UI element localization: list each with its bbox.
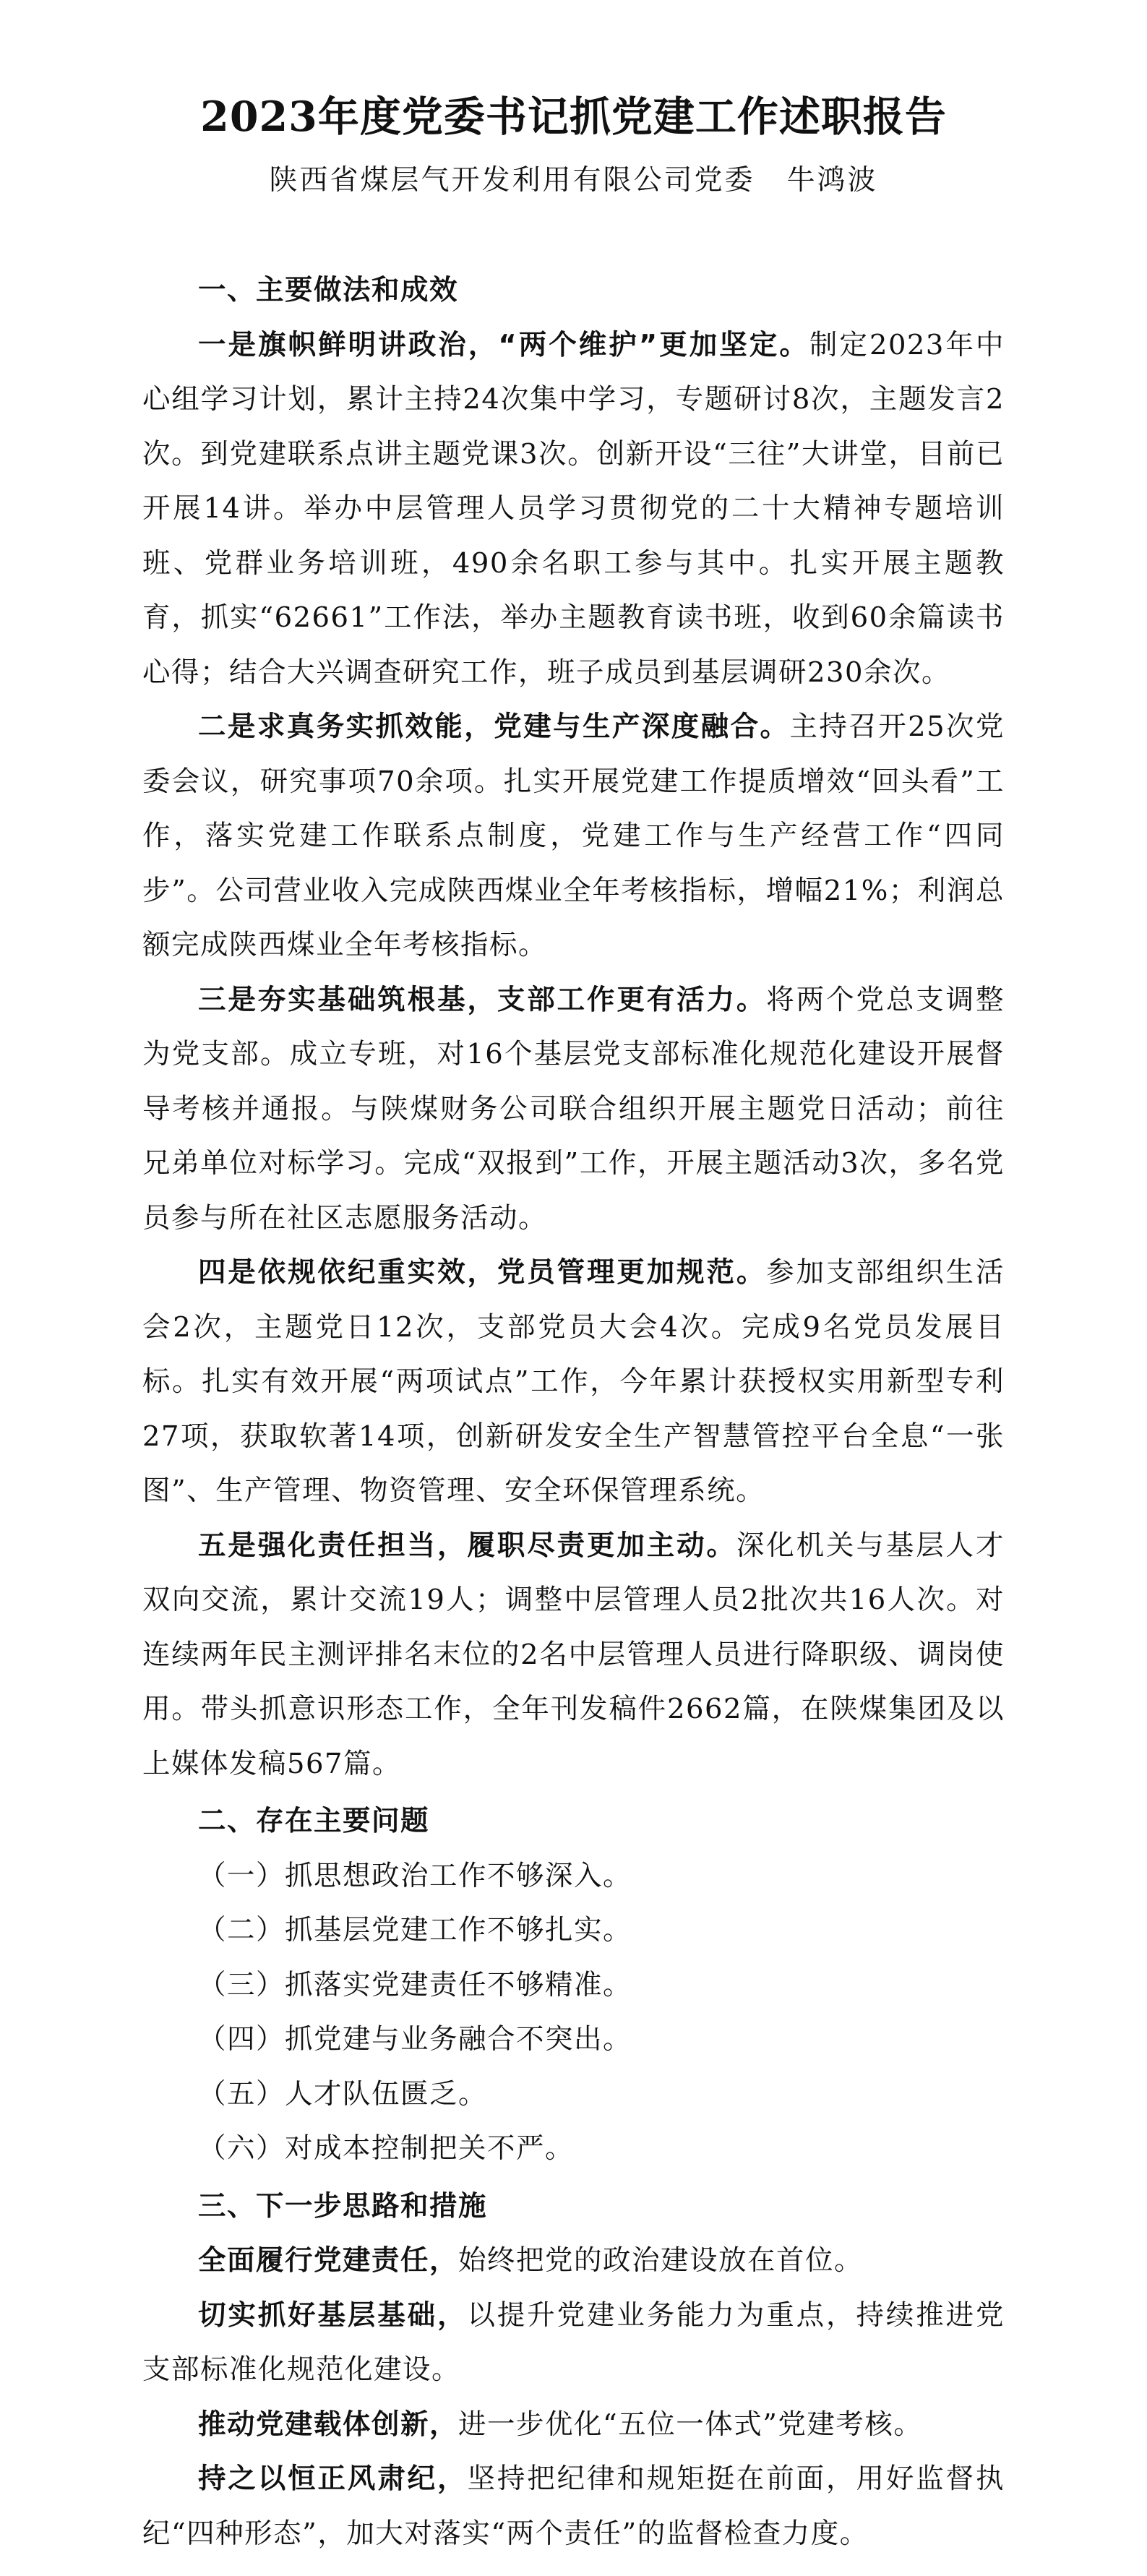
- paragraph-lead: 切实抓好基层基础，: [198, 2298, 468, 2332]
- measure-paragraph-1: [142, 2233, 1005, 2288]
- paragraph-text: 始终把党的政治建设放在首位。: [458, 2244, 864, 2277]
- achievement-paragraph-1: [142, 318, 1005, 700]
- paragraph-text: 将两个党总支调整为党支部。成立专班，对16个基层党支部标准化规范化建设开展督导考核并通报。与陕煤财务公司联合组织开展主题党日活动；前往兄弟单位对标学习。完成“双报到”工作，开展主题活动3次，多名党员参与所在社区志愿服务活动。: [142, 983, 1005, 1235]
- paragraph-text: 坚持把纪律和规矩挺在前面，用好监督执纪“四种形态”，加大对落实“两个责任”的监督检查力度。: [142, 2463, 1005, 2550]
- section-heading-problems: 二、存在主要问题: [198, 1805, 430, 1837]
- problem-item: （三）抓落实党建责任不够精准。: [198, 1968, 632, 2001]
- paragraph-lead: 四是依规依纪重实效，党员管理更加规范。: [198, 1256, 767, 1289]
- achievement-paragraph-3: [142, 973, 1005, 1246]
- problem-item: （四）抓党建与业务融合不突出。: [198, 2023, 632, 2056]
- section-heading-achievements: 一、主要做法和成效: [198, 274, 459, 306]
- document-byline: [0, 159, 1147, 202]
- achievement-paragraph-5: [142, 1519, 1005, 1792]
- achievement-paragraph-4: [142, 1245, 1005, 1519]
- paragraph-lead: 全面履行党建责任，: [198, 2244, 459, 2277]
- paragraph-text: 主持召开25次党委会议，研究事项70余项。扎实开展党建工作提质增效“回头看”工作，落实党建工作联系点制度，党建工作与生产经营工作“四同步”。公司营业收入完成陕西煤业全年考核指标，增幅21%；利润总额完成陕西煤业全年考核指标。: [142, 710, 1005, 961]
- paragraph-text: 以提升党建业务能力为重点，持续推进党支部标准化规范化建设。: [142, 2298, 1005, 2386]
- author-name: 牛鸿波: [786, 164, 878, 197]
- paragraph-lead: 二是求真务实抓效能，党建与生产深度融合。: [198, 710, 790, 743]
- measure-paragraph-2: [142, 2288, 1005, 2397]
- problem-item: （五）人才队伍匮乏。: [198, 2077, 488, 2111]
- paragraph-text: 参加支部组织生活会2次，主题党日12次，支部党员大会4次。完成9名党员发展目标。扎实有效开展“两项试点”工作，今年累计获授权实用新型专利27项，获取软著14项，创新研发安全生产智慧管控平台全息“一张图”、生产管理、物资管理、安全环保管理系统。: [142, 1256, 1005, 1507]
- problem-item: （二）抓基层党建工作不够扎实。: [198, 1914, 632, 1946]
- measure-paragraph-4: [142, 2452, 1005, 2561]
- paragraph-lead: 五是强化责任担当，履职尽责更加主动。: [198, 1529, 736, 1562]
- section-heading-next-steps: 三、下一步思路和措施: [198, 2189, 488, 2223]
- author-organization: 陕西省煤层气开发利用有限公司党委: [269, 164, 755, 197]
- document-title: 2023年度党委书记抓党建工作述职报告: [200, 93, 947, 141]
- problem-item: （六）对成本控制把关不严。: [198, 2132, 575, 2165]
- paragraph-lead: 三是夯实基础筑根基，支部工作更有活力。: [198, 983, 767, 1016]
- achievement-paragraph-2: [142, 700, 1005, 973]
- paragraph-lead: 持之以恒正风肃纪，: [198, 2463, 468, 2495]
- paragraph-text: 深化机关与基层人才双向交流，累计交流19人；调整中层管理人员2批次共16人次。对连续两年民主测评排名末位的2名中层管理人员进行降职级、调岗使用。带头抓意识形态工作，全年刊发稿件2662篇，在陕煤集团及以上媒体发稿567篇。: [142, 1529, 1005, 1780]
- problem-item: （一）抓思想政治工作不够深入。: [198, 1859, 632, 1892]
- paragraph-lead: 一是旗帜鲜明讲政治，“两个维护”更加坚定。: [198, 328, 809, 361]
- measure-paragraph-3: [142, 2397, 1005, 2452]
- document-body: [142, 260, 1005, 2561]
- paragraph-text: 进一步优化“五位一体式”党建考核。: [458, 2408, 923, 2441]
- paragraph-text: 制定2023年中心组学习计划，累计主持24次集中学习，专题研讨8次，主题发言2次。到党建联系点讲主题党课3次。创新开设“三往”大讲堂，目前已开展14讲。举办中层管理人员学习贯彻党的二十大精神专题培训班、党群业务培训班，490余名职工参与其中。扎实开展主题教育，抓实“62661”工作法，举办主题教育读书班，收到60余篇读书心得；结合大兴调查研究工作，班子成员到基层调研230余次。: [142, 328, 1005, 689]
- paragraph-lead: 推动党建载体创新，: [198, 2408, 459, 2441]
